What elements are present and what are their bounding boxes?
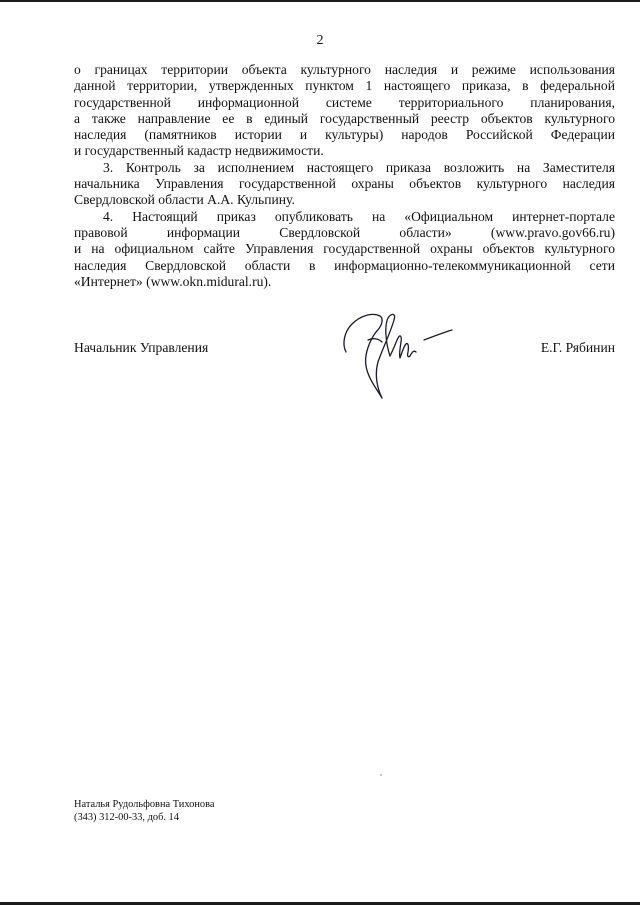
- text-line: наследия (памятников истории и культуры) народов Российской Федерации: [74, 127, 615, 143]
- text-line: «Интернет» (www.okn.midural.ru).: [74, 273, 272, 289]
- paragraph-3: [74, 160, 615, 209]
- text-line: 4. Настоящий приказ опубликовать на «Официальном интернет-портале: [103, 208, 615, 224]
- signatory-position: Начальник Управления: [74, 340, 209, 355]
- paragraph-continuation: [74, 62, 615, 160]
- text-line: и на официальном сайте Управления государственной охраны объектов культурного: [74, 241, 615, 257]
- signature-row: [74, 340, 615, 360]
- text-line: и государственный кадастр недвижимости.: [74, 143, 324, 159]
- scan-edge-top: [0, 0, 640, 2]
- text-line: Свердловской области А.А. Кульпину.: [74, 192, 295, 208]
- paragraph-4: [74, 209, 615, 290]
- text-line: 3. Контроль за исполнением настоящего приказа возложить на Заместителя: [103, 159, 615, 175]
- text-line: наследия Свердловской области в информационно-телекоммуникационной сети: [74, 257, 615, 273]
- executor-name: Наталья Рудольфовна Тихонова: [74, 799, 215, 810]
- document-body: [74, 62, 615, 290]
- text-line: правовой информации Свердловской области» (www.pravo.gov66.ru): [74, 224, 615, 240]
- text-line: а также направление ее в единый государственный реестр объектов культурного: [74, 110, 615, 126]
- scan-speck: [380, 774, 382, 776]
- text-line: о границах территории объекта культурного наследия и режиме использования: [74, 62, 615, 77]
- text-line: государственной информационной системе территориального планирования,: [74, 94, 615, 110]
- signatory-name: Е.Г. Рябинин: [540, 340, 615, 355]
- executor-phone: (343) 312-00-33, доб. 14: [74, 811, 179, 823]
- executor-block: [74, 799, 215, 824]
- text-line: начальника Управления государственной охраны объектов культурного наследия: [74, 176, 615, 192]
- page-number: 2: [316, 33, 324, 48]
- text-line: данной территории, утвержденных пунктом 1 настоящего приказа, в федеральной: [74, 78, 615, 94]
